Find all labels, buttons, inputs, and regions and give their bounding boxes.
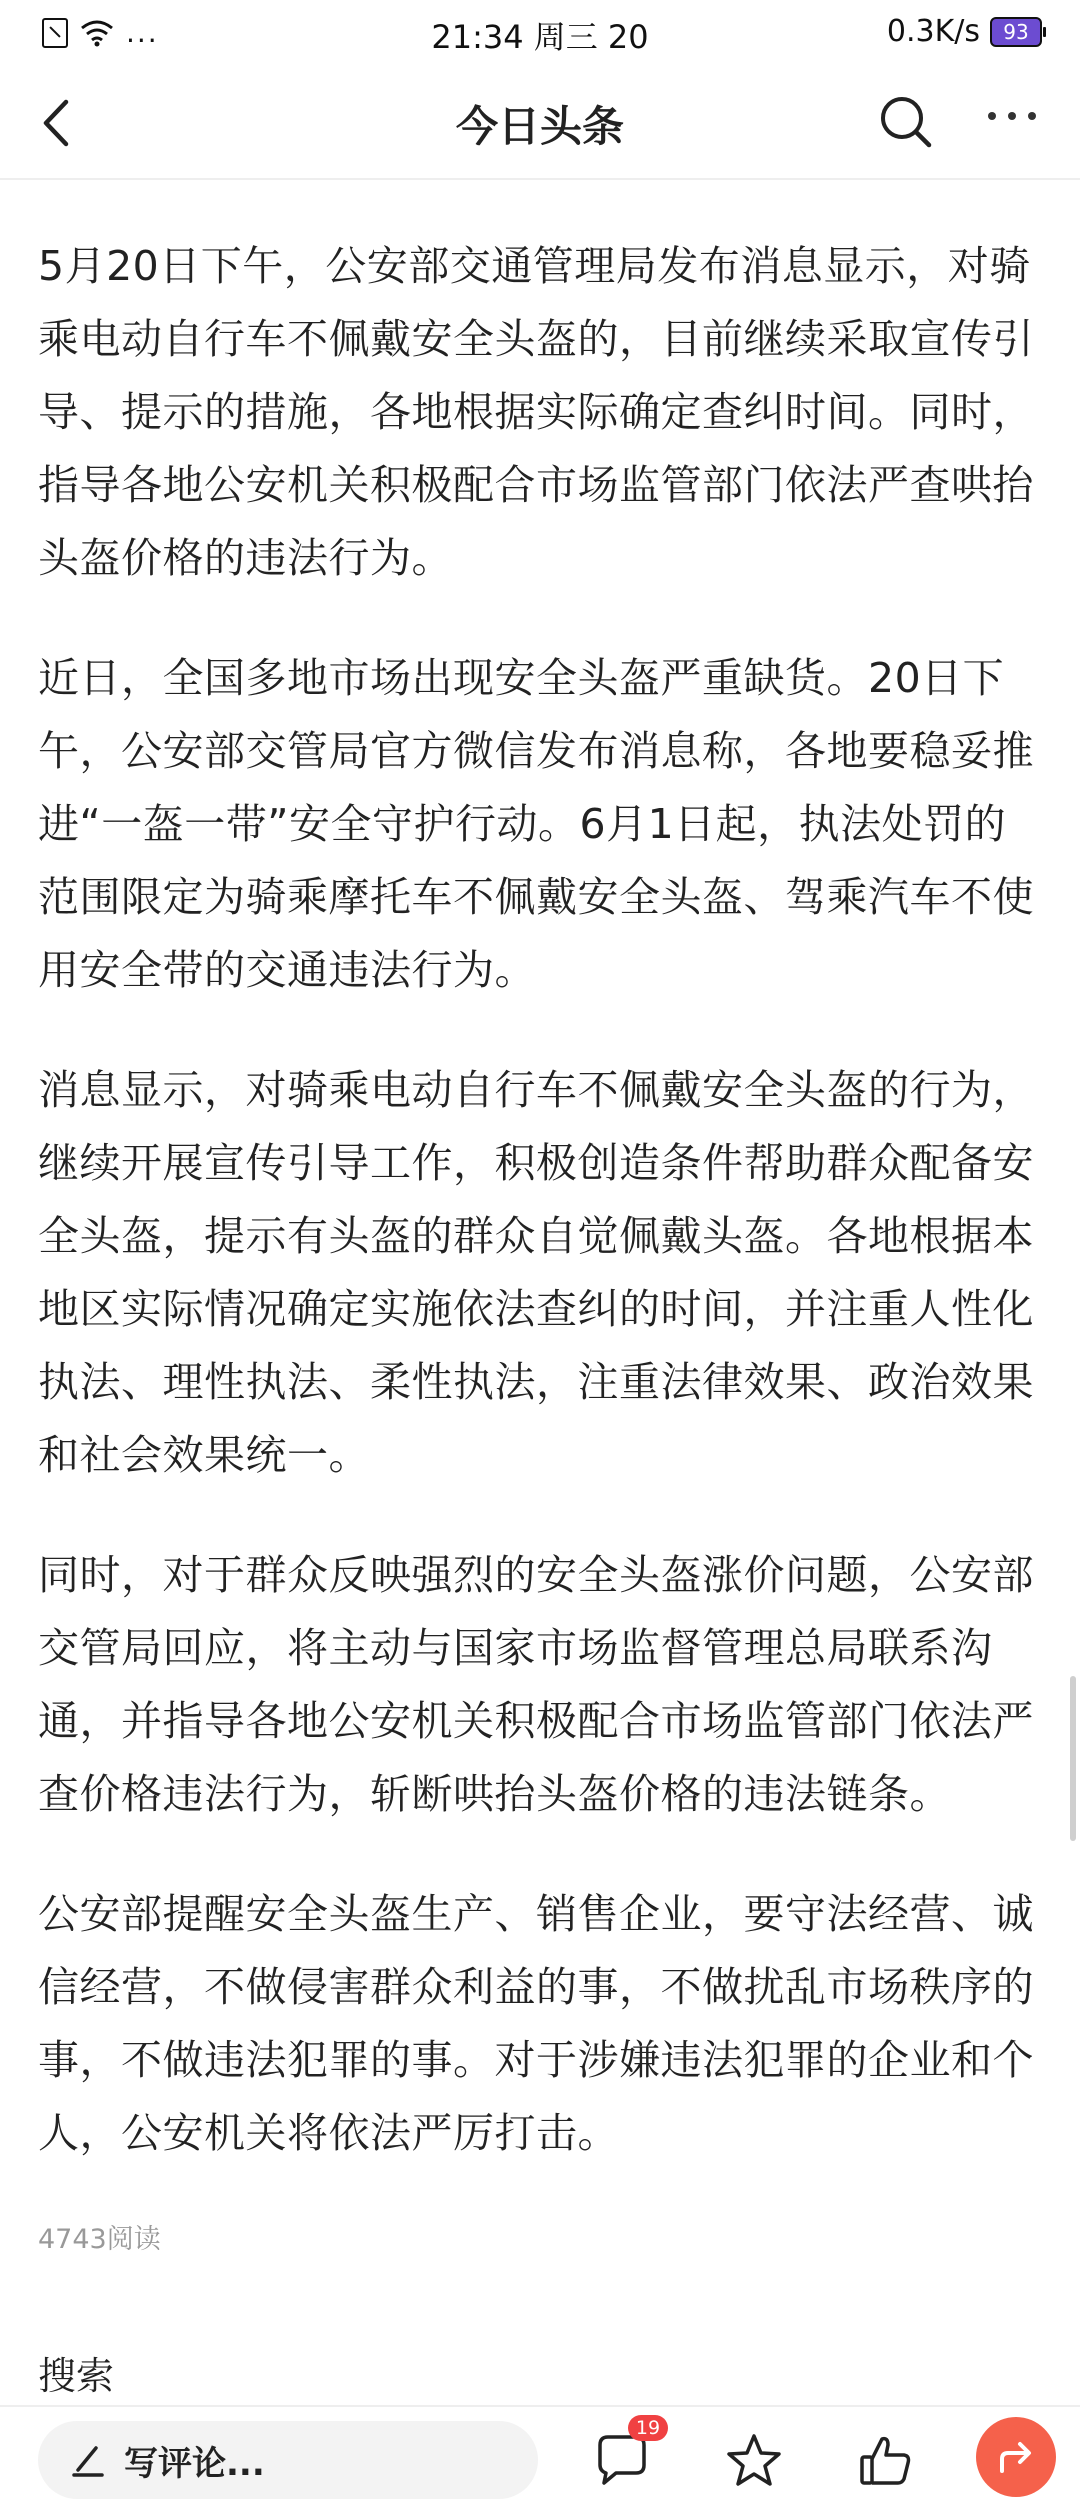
article-paragraph: 近日，全国多地市场出现安全头盔严重缺货。20日下午，公安部交管局官方微信发布消息称，各地要稳妥推进“一盔一带”安全守护行动。6月1日起，执法处罚的范围限定为骑乘摩托车不佩戴安全头盔、驾乘汽车不使用安全带的交通违法行为。 — [38, 654, 1034, 994]
share-button[interactable] — [976, 2417, 1056, 2497]
article-body — [38, 230, 1042, 2256]
article-paragraph: 消息显示，对骑乘电动自行车不佩戴安全头盔的行为，继续开展宣传引导工作，积极创造条件帮助群众配备安全头盔，提示有头盔的群众自觉佩戴头盔。各地根据本地区实际情况确定实施依法查纠的时间，并注重人性化执法、理性执法、柔性执法，注重法律效果、政治效果和社会效果统一。 — [38, 1066, 1034, 1479]
status-more-dots: ... — [126, 16, 159, 49]
status-bar — [0, 0, 1080, 66]
comment-count-badge: 19 — [628, 2415, 668, 2441]
nav-bar — [0, 66, 1080, 180]
search-icon[interactable] — [878, 94, 934, 150]
comment-placeholder: 写评论... — [124, 2443, 265, 2484]
article-paragraph: 同时，对于群众反映强烈的安全头盔涨价问题，公安部交管局回应，将主动与国家市场监督管理总局联系沟通，并指导各地公安机关积极配合市场监管部门依法严查价格违法行为，斩断哄抬头盔价格的违法链条。 — [38, 1551, 1034, 1818]
article-paragraph: 公安部提醒安全头盔生产、销售企业，要守法经营、诚信经营，不做侵害群众利益的事，不做扰乱市场秩序的事，不做违法犯罪的事。对于涉嫌违法犯罪的企业和个人，公安机关将依法严厉打击。 — [38, 1890, 1034, 2157]
more-dots-icon — [982, 86, 1042, 146]
page-title: 今日头条 — [455, 102, 624, 151]
bottom-bar — [0, 2405, 1080, 2519]
network-speed: 0.3K/s — [886, 14, 980, 49]
pen-icon — [68, 2440, 108, 2480]
status-time: 21:34 周三 20 — [431, 18, 649, 56]
star-icon[interactable] — [724, 2431, 784, 2491]
scrollbar[interactable] — [1070, 1676, 1076, 1841]
article-paragraph: 5月20日下午，公安部交通管理局发布消息显示，对骑乘电动自行车不佩戴安全头盔的，目前继续采取宣传引导、提示的措施，各地根据实际确定查纠时间。同时，指导各地公安机关积极配合市场监管部门依法严查哄抬头盔价格的违法行为。 — [38, 242, 1034, 582]
battery-icon — [990, 17, 1042, 47]
more-icon[interactable] — [982, 86, 1042, 157]
thumbs-up-icon[interactable] — [856, 2431, 916, 2491]
read-count: 4743阅读 — [38, 2224, 161, 2255]
share-icon — [994, 2435, 1038, 2479]
search-section-title: 搜索 — [38, 2354, 115, 2398]
status-right — [887, 14, 1042, 49]
battery-level: 93 — [1003, 19, 1029, 44]
comment-input[interactable] — [38, 2421, 538, 2499]
